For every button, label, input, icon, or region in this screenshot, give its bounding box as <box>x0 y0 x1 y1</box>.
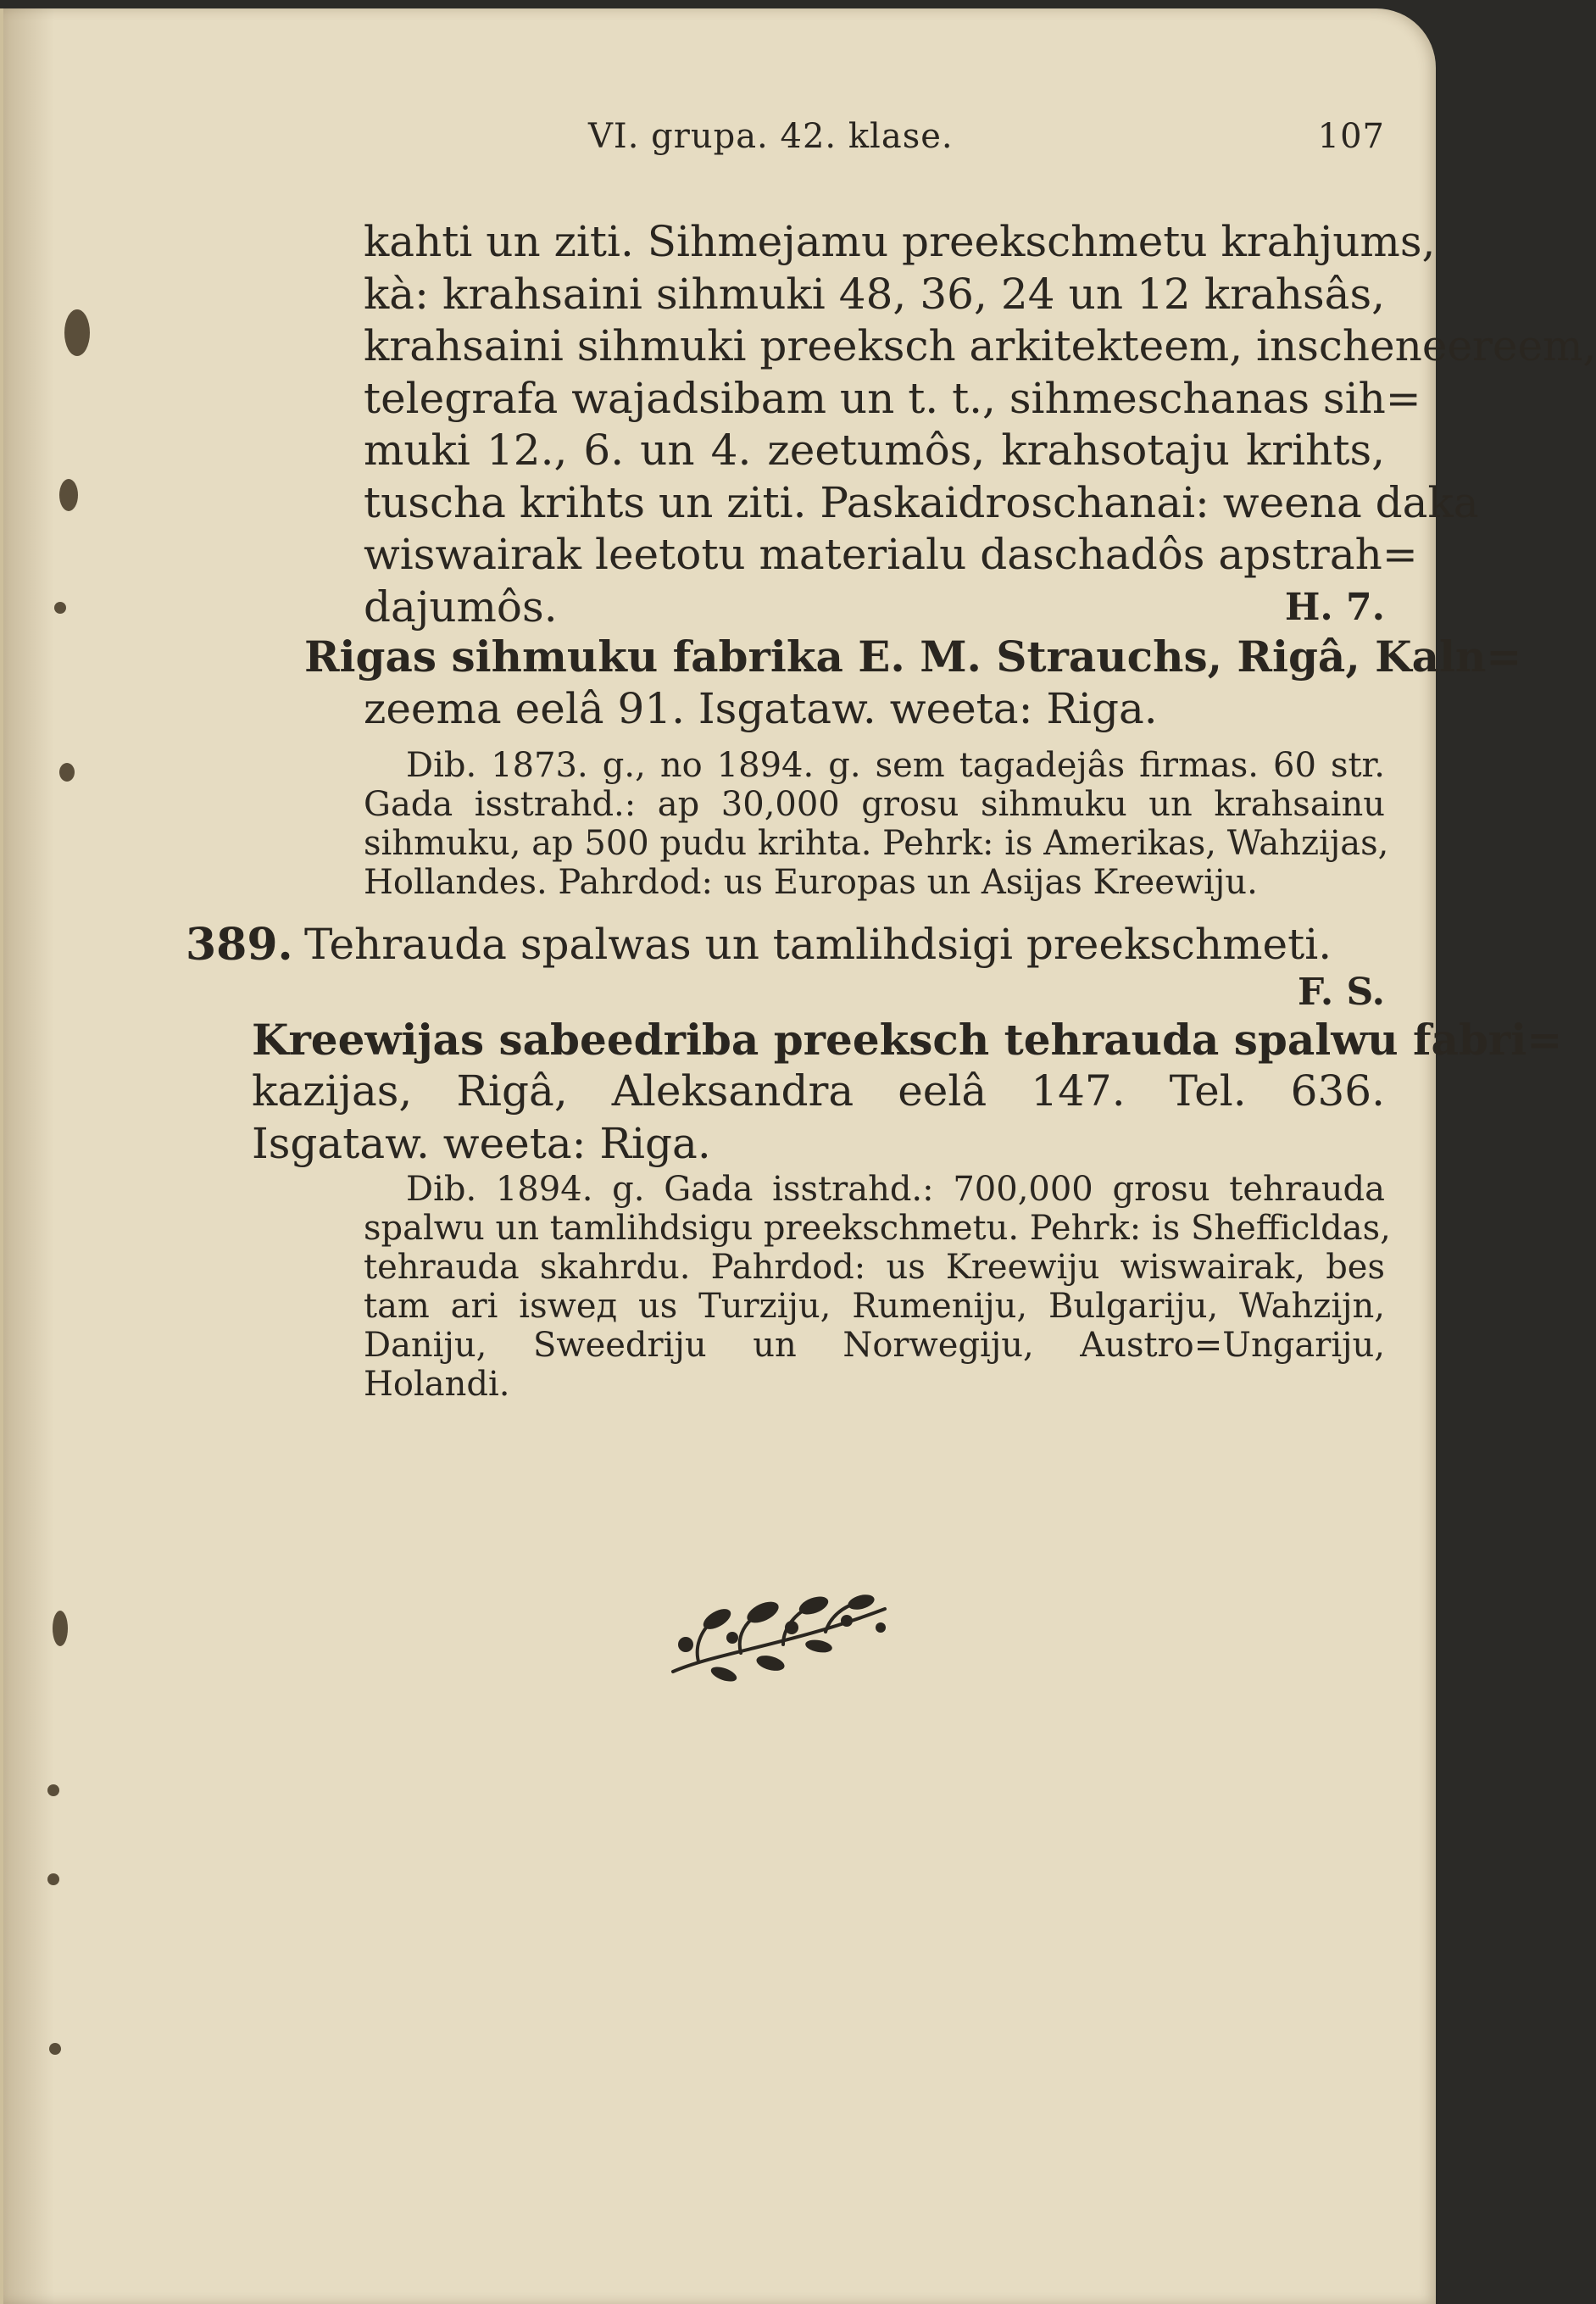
leaf-ornament-icon <box>665 1594 893 1687</box>
firm-heading-strauchs <box>304 631 1522 735</box>
detail-line: spalwu un tamlihdsigu preekschmetu. Pehrk: is Shefficldas, <box>364 1209 1391 1248</box>
firm-address-line: zeema eelâ 91. Isgataw. weeta: Riga. <box>364 683 1158 733</box>
binding-hole <box>59 763 75 782</box>
text-line: krahsaini sihmuki preeksch arkitekteem, inscheneereem, <box>364 321 1596 370</box>
firm-details-strauchs <box>364 746 1389 902</box>
detail-line: sihmuku, ap 500 pudu krihta. Pehrk: is Amerikas, Wahzijas, <box>364 824 1389 863</box>
detail-line: Dib. 1894. g. Gada isstrahd.: 700,000 grosu tehrauda <box>406 1170 1385 1209</box>
text-line: muki 12., 6. un 4. zeetumôs, krahsotaju krihts, <box>364 426 1385 475</box>
text-line: kahti un ziti. Sihmejamu preekschmetu krahjums, <box>364 217 1436 266</box>
text-line: wiswairak leetotu materialu daschadôs apstrah= <box>364 530 1418 579</box>
detail-line: Daniju, Sweedriju un Norwegiju, Austro=Ungariju, <box>364 1326 1385 1365</box>
detail-line: Holandi. <box>364 1365 510 1404</box>
paragraph-continuation <box>364 216 1596 633</box>
firm-name-line: Rigas sihmuku fabrika E. M. Strauchs, Rigâ, Kaln= <box>304 632 1522 682</box>
binding-hole <box>54 602 66 614</box>
binding-hole <box>47 1873 59 1885</box>
entry-number: 389. <box>186 919 293 971</box>
firm-details-kreewijas <box>364 1170 1391 1404</box>
text-line-end: dajumôs. <box>364 582 558 632</box>
text-line <box>364 582 1385 634</box>
section-mark: F. S. <box>1298 970 1385 1014</box>
detail-line: tam ari isweд us Turziju, Rumeniju, Bulgariju, Wahzijn, <box>364 1287 1385 1326</box>
detail-line: tehrauda skahrdu. Pahrdod: us Kreewiju wiswairak, bes <box>364 1248 1385 1287</box>
detail-line: Gada isstrahd.: ap 30,000 grosu sihmuku un krahsainu <box>364 785 1385 824</box>
section-title: Tehrauda spalwas un tamlihdsigi preekschmeti. <box>304 920 1332 969</box>
running-title: VI. grupa. 42. klase. <box>588 117 954 156</box>
firm-address-line: kazijas, Rigâ, Aleksandra eelâ 147. Tel. 636. <box>252 1066 1385 1116</box>
binding-hole <box>53 1611 68 1646</box>
detail-line: Dib. 1873. g., no 1894. g. sem tagadejâs firmas. 60 str. <box>406 746 1385 785</box>
page-number: 107 <box>1317 117 1385 156</box>
firm-address-line: Isgataw. weeta: Riga. <box>252 1118 711 1168</box>
firm-name-line: Kreewijas sabeedriba preeksch tehrauda spalwu fabri= <box>252 1014 1563 1065</box>
section-mark: H. 7. <box>1284 585 1385 629</box>
section-389 <box>252 919 1563 1170</box>
detail-line: Hollandes. Pahrdod: us Europas un Asijas Kreewiju. <box>364 863 1258 902</box>
binding-hole <box>49 2043 61 2055</box>
book-page <box>0 8 1596 2304</box>
binding-hole <box>59 479 78 511</box>
text-line: kà: krahsaini sihmuki 48, 36, 24 un 12 krahsâs, <box>364 269 1385 319</box>
binding-hole <box>47 1784 59 1796</box>
binding-hole <box>64 309 90 356</box>
text-line: tuscha krihts un ziti. Paskaidroschanai: weena daka <box>364 477 1479 527</box>
text-line: telegrafa wajadsibam un t. t., sihmeschanas sih= <box>364 373 1421 423</box>
